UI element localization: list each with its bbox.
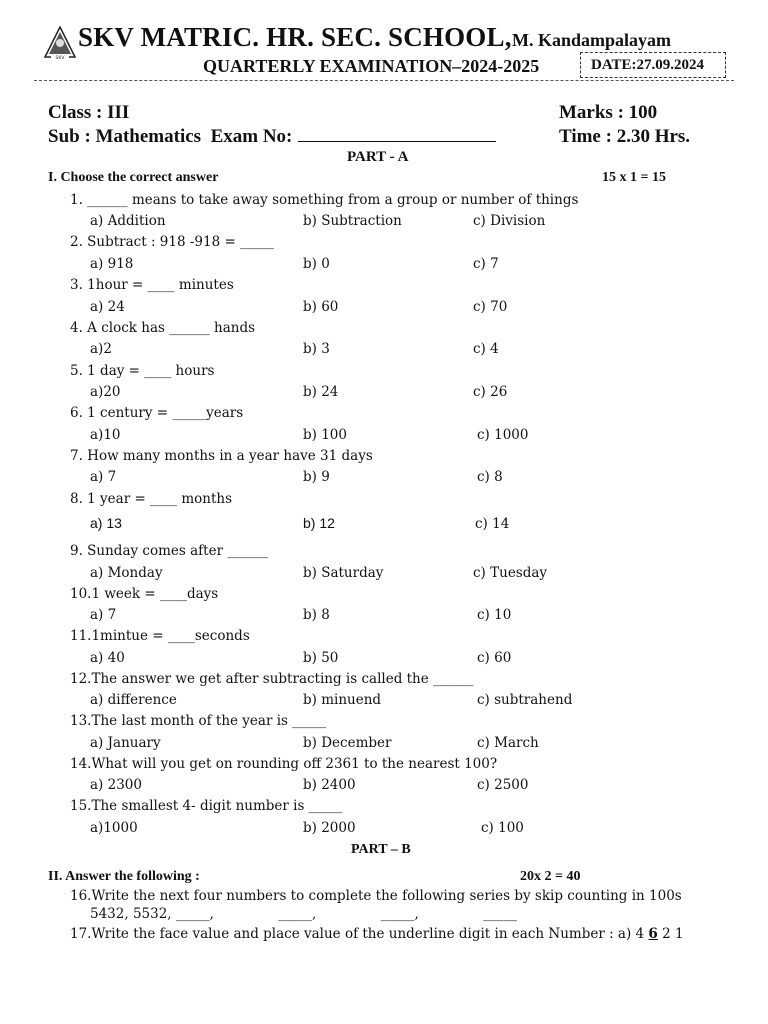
- option-a: a) 24: [90, 299, 125, 315]
- option-c: c) Division: [473, 213, 546, 229]
- section-2-heading: II. Answer the following :: [48, 869, 200, 884]
- option-a: a)10: [90, 427, 121, 443]
- question-1: 1. ______ means to take away something from a group or number of things: [70, 192, 579, 208]
- option-b: b) 2000: [303, 820, 356, 836]
- option-b: b) minuend: [303, 692, 382, 708]
- logo-text: SKV: [55, 56, 65, 60]
- part-a-title: PART - A: [347, 149, 409, 165]
- option-a: a) 7: [90, 469, 117, 485]
- option-b: b) 0: [303, 256, 330, 272]
- option-b: b) 100: [303, 427, 347, 443]
- header-divider: [34, 80, 734, 81]
- question-16: 16.Write the next four numbers to complete the following series by skip counting in 100s: [70, 888, 682, 904]
- option-a: a)2: [90, 341, 112, 357]
- question-9: 9. Sunday comes after ______: [70, 543, 268, 559]
- question-16-series: 5432, 5532, _____, _____, _____, _____: [90, 906, 517, 922]
- option-c: c) 2500: [477, 777, 529, 793]
- option-c: c) 4: [473, 341, 499, 357]
- option-c: c) 10: [477, 607, 512, 623]
- question-17-rest: 2 1: [657, 926, 684, 942]
- option-c: c) Tuesday: [473, 565, 548, 581]
- subject-exam-no: [48, 126, 496, 148]
- option-a: a) 2300: [90, 777, 142, 793]
- exam-title: QUARTERLY EXAMINATION–2024-2025: [203, 56, 540, 76]
- question-10: 10.1 week = ____days: [70, 586, 219, 602]
- option-b: b) 9: [303, 469, 330, 485]
- question-3: 3. 1hour = ____ minutes: [70, 277, 234, 293]
- option-c: c) 8: [477, 469, 503, 485]
- option-b: b) 3: [303, 341, 330, 357]
- question-5: 5. 1 day = ____ hours: [70, 363, 215, 379]
- option-c: c) March: [477, 735, 539, 751]
- question-6: 6. 1 century = _____years: [70, 405, 244, 421]
- school-name: SKV MATRIC. HR. SEC. SCHOOL,: [78, 22, 512, 52]
- exam-no-blank[interactable]: [298, 127, 496, 142]
- exam-no-label: Exam No:: [210, 126, 293, 147]
- option-c: c) 14: [475, 516, 510, 532]
- question-11: 11.1mintue = ____seconds: [70, 628, 250, 644]
- option-b: b) 12: [303, 515, 335, 531]
- section-2-marks: 20x 2 = 40: [520, 869, 581, 884]
- school-logo: [44, 26, 76, 60]
- option-a: a) 7: [90, 607, 117, 623]
- section-1-heading: I. Choose the correct answer: [48, 170, 219, 185]
- marks-label: Marks : 100: [559, 102, 658, 123]
- option-b: b) 8: [303, 607, 330, 623]
- option-b: b) December: [303, 735, 392, 751]
- option-b: b) 2400: [303, 777, 356, 793]
- option-a: a) 13: [90, 515, 122, 531]
- option-c: c) 26: [473, 384, 508, 400]
- question-14: 14.What will you get on rounding off 2361 to the nearest 100?: [70, 756, 498, 772]
- option-c: c) subtrahend: [477, 692, 573, 708]
- option-a: a)1000: [90, 820, 138, 836]
- option-b: b) Saturday: [303, 565, 384, 581]
- option-c: c) 7: [473, 256, 499, 272]
- option-b: b) 60: [303, 299, 339, 315]
- question-15: 15.The smallest 4- digit number is _____: [70, 798, 343, 814]
- option-c: c) 70: [473, 299, 508, 315]
- time-label: Time : 2.30 Hrs.: [559, 126, 691, 147]
- option-a: a)20: [90, 384, 121, 400]
- question-17-text: 17.Write the face value and place value of the underline digit in each Number : a) 4: [70, 926, 649, 942]
- question-13: 13.The last month of the year is _____: [70, 713, 327, 729]
- option-b: b) 24: [303, 384, 339, 400]
- option-a: a) 918: [90, 256, 134, 272]
- option-c: c) 100: [481, 820, 524, 836]
- option-a: a) January: [90, 735, 161, 751]
- option-a: a) difference: [90, 692, 177, 708]
- option-c: c) 60: [477, 650, 512, 666]
- exam-date: DATE:27.09.2024: [580, 52, 726, 78]
- class-label: Class : III: [48, 102, 130, 123]
- school-location: M. Kandampalayam: [512, 30, 672, 50]
- subject-label: Sub : Mathematics: [48, 126, 202, 147]
- question-7: 7. How many months in a year have 31 days: [70, 448, 373, 464]
- part-b-title: PART – B: [351, 842, 411, 857]
- option-a: a) Monday: [90, 565, 163, 581]
- question-8: 8. 1 year = ____ months: [70, 491, 233, 507]
- question-12: 12.The answer we get after subtracting is called the ______: [70, 671, 474, 687]
- option-b: b) 50: [303, 650, 339, 666]
- option-a: a) 40: [90, 650, 125, 666]
- option-b: b) Subtraction: [303, 213, 402, 229]
- option-c: c) 1000: [477, 427, 529, 443]
- option-a: a) Addition: [90, 213, 166, 229]
- section-1-marks: 15 x 1 = 15: [602, 170, 666, 185]
- question-4: 4. A clock has ______ hands: [70, 320, 256, 336]
- underlined-digit: 6: [648, 926, 658, 942]
- question-17: [70, 926, 684, 942]
- question-2: 2. Subtract : 918 -918 = _____: [70, 234, 274, 250]
